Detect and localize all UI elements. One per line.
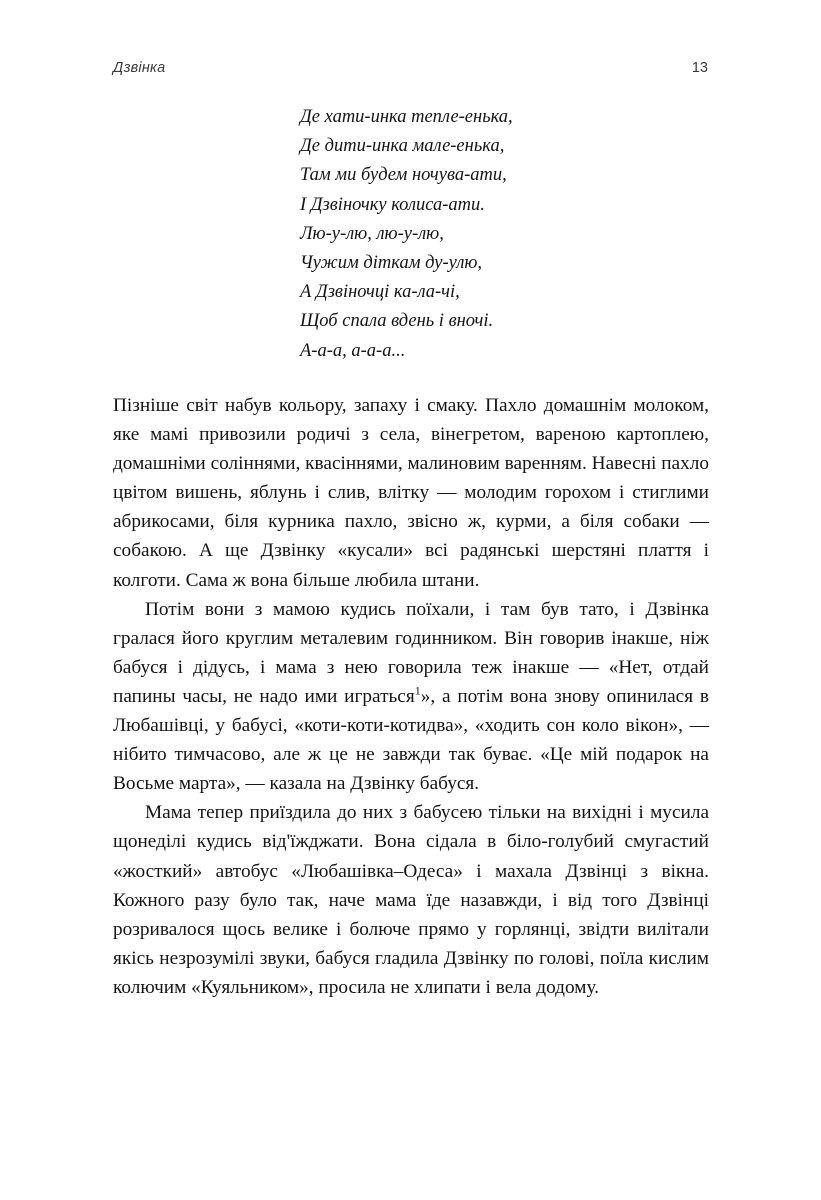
verse-line: А-а-а, а-а-а... xyxy=(300,340,406,361)
running-head-title: Дзвінка xyxy=(113,60,166,76)
verse-line: Де дити-инка мале-енька, xyxy=(300,136,505,157)
paragraph-text-after-footnote: », а потім вона знову опинилася в Любашівці, у бабусі, «коти-коти-котидва», «ходить сон коло вікон», — нібито тимчасово, але ж це не завжди так буває. «Це мій подарок на Восьме марта», — казала на Дзвінку бабуся. xyxy=(113,685,709,795)
paragraph-text-before-footnote: Потім вони з мамою кудись поїхали, і там був тато, і Дзвінка гралася його круглим металевим годинником. Він говорив інакше, ніж бабуся і дідусь, і мама з нею говорила теж інакше — «Нет, отдай папины часы, не надо ими играться xyxy=(113,598,709,707)
verse-line: Там ми будем ночува-ати, xyxy=(300,165,507,186)
verse-block xyxy=(300,103,720,366)
verse-line: Чужим діткам ду-улю, xyxy=(300,253,483,274)
running-head xyxy=(113,60,708,84)
verse-line: А Дзвіночці ка-ла-чі, xyxy=(300,282,460,303)
footnote-reference[interactable]: 1 xyxy=(414,683,421,698)
verse-line: Щоб спала вдень і вночі. xyxy=(300,311,494,332)
paragraph: Мама тепер приїздила до них з бабусею тільки на вихідні і мусила щонеділі кудись від'їжджати. Вона сідала в біло-голубий смугастий «жосткий» автобус «Любашівка–Одеса» і махала Дзвінці з вікна. Кожного разу було так, наче мама їде назавжди, і від того Дзвінці розривалося щось велике і болюче прямо у горлянці, звідти вилітали якісь незрозумілі звуки, бабуся гладила Дзвінку по голові, поїла кислим колючим «Куяльником», просила не хлипати і вела додому. xyxy=(113,802,709,998)
body-text xyxy=(113,391,709,1002)
page-number: 13 xyxy=(691,60,708,76)
verse-line: І Дзвіночку колиса-ати. xyxy=(300,194,485,215)
verse-line: Лю-у-лю, лю-у-лю, xyxy=(300,223,444,244)
paragraph: Пізніше світ набув кольору, запаху і смаку. Пахло домашнім молоком, яке мамі привозили родичі з села, вінегретом, вареною картоплею, домашніми солінням​и, квасіннями, малиновим варенням. Навесні пахло цвітом вишень, яблунь і слив, влітку — молодим горохом і стиглими абрикосами, біля курника пахло, звісно ж, курми, а біля собаки — собакою. А ще Дзвінку «кусали» всі радянські шерстяні плаття і колготи. Сама ж вона більше любила штани. xyxy=(113,395,709,591)
verse-line: Де хати-инка тепле-енька, xyxy=(300,107,513,127)
paragraph xyxy=(113,595,709,799)
